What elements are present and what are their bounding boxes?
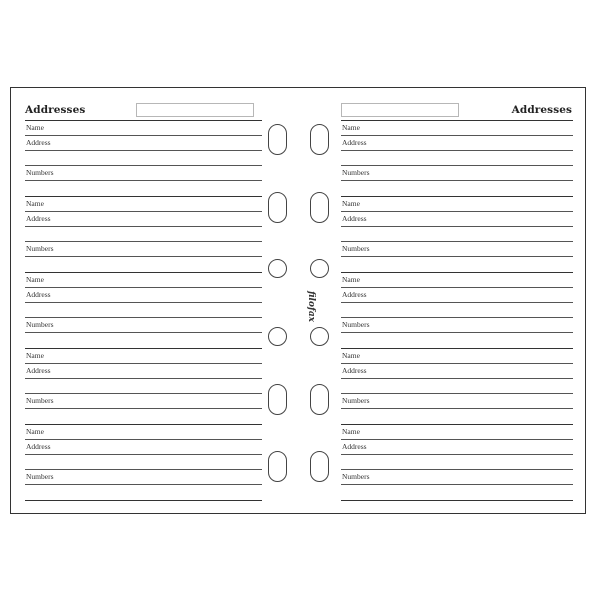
left-rule-line [25,454,262,455]
binder-hole-icon [268,384,287,415]
left-rule-line [25,150,262,151]
right-numbers-label: Numbers [342,472,370,481]
left-rule-line [25,378,262,379]
right-rule-line [341,256,573,257]
left-rule-line [25,241,262,242]
left-rule-line [25,393,262,394]
binder-hole-icon [310,124,329,155]
binder-hole-icon [310,259,329,278]
left-name-label: Name [26,275,44,284]
left-numbers-label: Numbers [26,472,54,481]
left-bottom-line [25,500,262,501]
right-rule-line [341,439,573,440]
right-rule-line [341,484,573,485]
right-bottom-line [341,500,573,501]
left-rule-line [25,363,262,364]
left-rule-line [25,408,262,409]
left-address-label: Address [26,290,51,299]
right-rule-line [341,287,573,288]
right-rule-line [341,378,573,379]
right-numbers-label: Numbers [342,396,370,405]
right-rule-line [341,211,573,212]
right-rule-line [341,317,573,318]
right-rule-line [341,454,573,455]
right-address-label: Address [342,366,367,375]
brand-logo: filofax [306,291,316,323]
left-name-label: Name [26,427,44,436]
right-name-label: Name [342,427,360,436]
right-rule-line [341,120,573,121]
left-name-label: Name [26,351,44,360]
left-address-label: Address [26,366,51,375]
left-rule-line [25,226,262,227]
right-address-label: Address [342,138,367,147]
right-page-title: Addresses [511,104,572,116]
left-rule-line [25,469,262,470]
right-rule-line [341,241,573,242]
binder-hole-icon [268,192,287,223]
right-address-label: Address [342,290,367,299]
binder-hole-icon [310,327,329,346]
binder-hole-icon [268,259,287,278]
right-rule-line [341,226,573,227]
right-rule-line [341,332,573,333]
left-rule-line [25,348,262,349]
binder-hole-icon [268,124,287,155]
right-rule-line [341,302,573,303]
right-name-label: Name [342,351,360,360]
left-name-label: Name [26,199,44,208]
binder-hole-icon [310,451,329,482]
left-rule-line [25,256,262,257]
left-rule-line [25,180,262,181]
left-address-label: Address [26,138,51,147]
right-rule-line [341,469,573,470]
right-address-label: Address [342,214,367,223]
right-header-box [341,103,459,117]
left-rule-line [25,135,262,136]
right-rule-line [341,363,573,364]
left-rule-line [25,484,262,485]
left-rule-line [25,302,262,303]
right-numbers-label: Numbers [342,320,370,329]
left-rule-line [25,317,262,318]
left-header-box [136,103,254,117]
right-rule-line [341,348,573,349]
left-rule-line [25,424,262,425]
right-address-label: Address [342,442,367,451]
left-numbers-label: Numbers [26,168,54,177]
right-numbers-label: Numbers [342,168,370,177]
left-rule-line [25,211,262,212]
left-name-label: Name [26,123,44,132]
right-name-label: Name [342,199,360,208]
right-name-label: Name [342,275,360,284]
left-rule-line [25,165,262,166]
right-name-label: Name [342,123,360,132]
right-rule-line [341,408,573,409]
left-address-label: Address [26,442,51,451]
right-numbers-label: Numbers [342,244,370,253]
right-rule-line [341,165,573,166]
right-rule-line [341,135,573,136]
left-address-label: Address [26,214,51,223]
binder-hole-icon [310,192,329,223]
right-rule-line [341,424,573,425]
left-rule-line [25,272,262,273]
left-rule-line [25,196,262,197]
binder-hole-icon [310,384,329,415]
right-rule-line [341,150,573,151]
right-rule-line [341,393,573,394]
left-numbers-label: Numbers [26,320,54,329]
left-rule-line [25,332,262,333]
left-numbers-label: Numbers [26,396,54,405]
left-page-title: Addresses [25,104,86,116]
left-rule-line [25,439,262,440]
right-rule-line [341,272,573,273]
binder-hole-icon [268,451,287,482]
left-rule-line [25,120,262,121]
right-rule-line [341,180,573,181]
left-numbers-label: Numbers [26,244,54,253]
binder-hole-icon [268,327,287,346]
left-rule-line [25,287,262,288]
right-rule-line [341,196,573,197]
address-sheet [10,87,586,514]
